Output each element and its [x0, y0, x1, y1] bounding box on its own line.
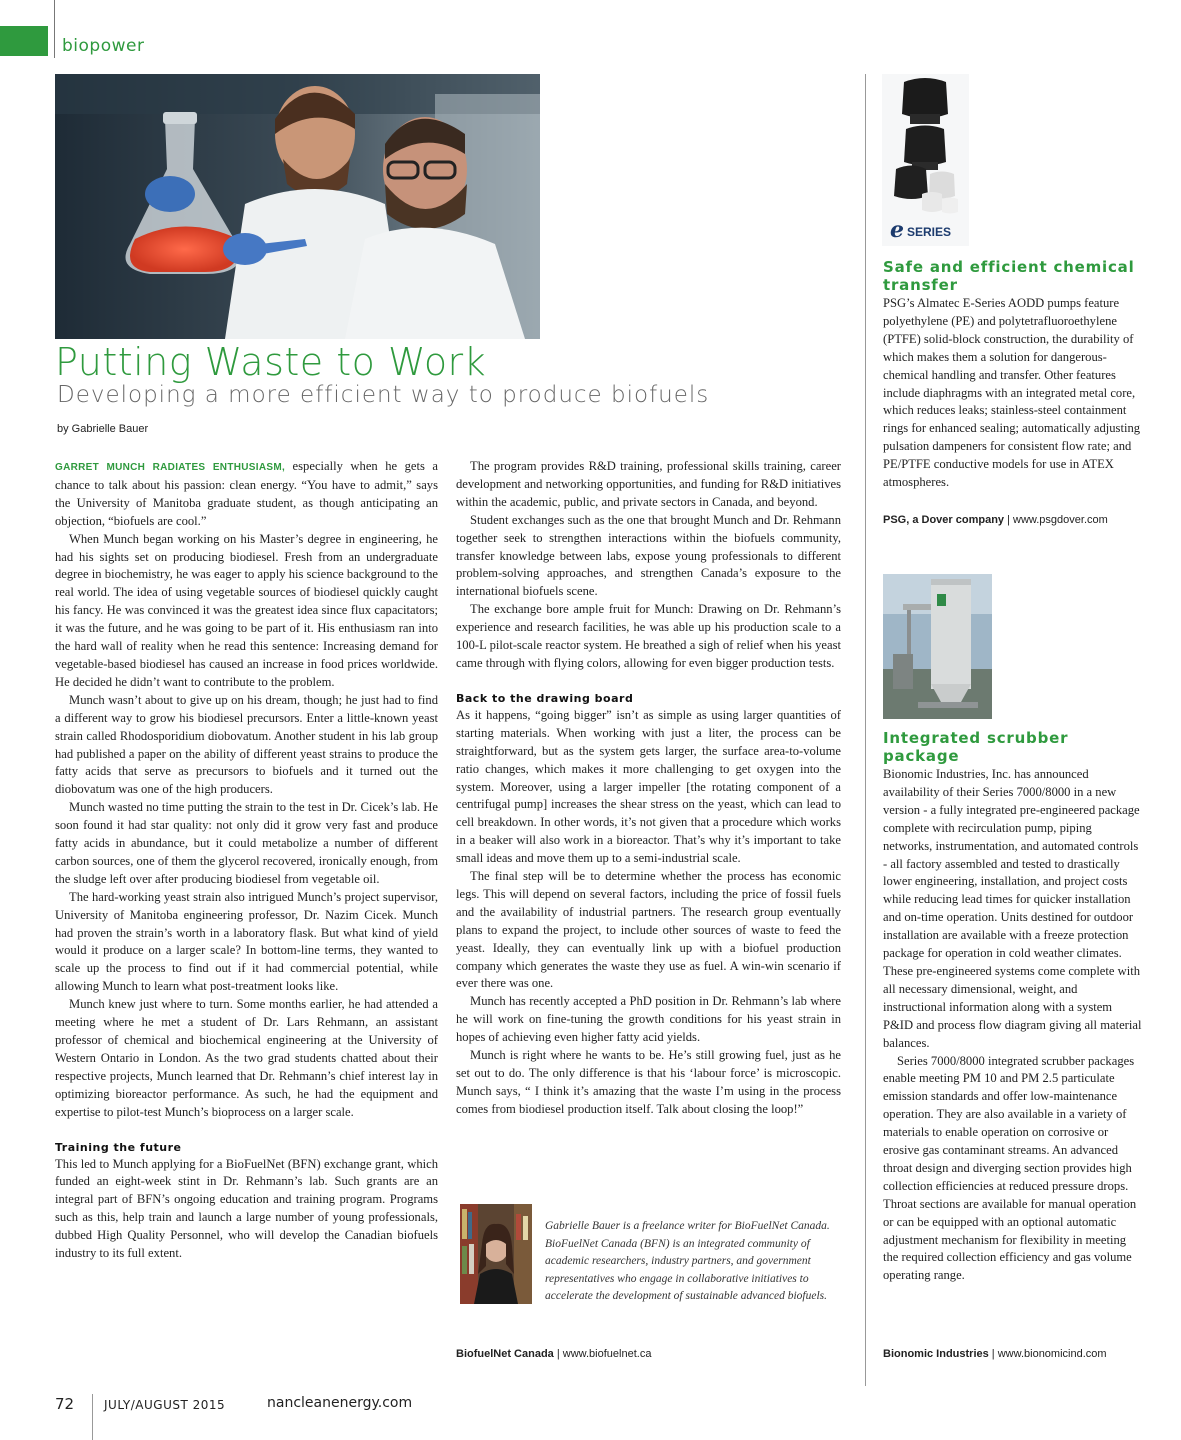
product1-body: PSG’s Almatec E-Series AODD pumps feature polyethylene (PE) and polytetrafluoroethylene (PTFE) solid-block construction, the durability of which makes them a solution for dangerous-chemical handling and transfer. Other features include diaphragms with an integrated metal core, which reduces leaks; stainless-steel containment rings for enhanced sealing; automatically adjusting pulsation dampeners for consistent flow rate; and PE/PTFE conductive models for use in ATEX atmospheres.: [883, 296, 1141, 490]
paragraph: This led to Munch applying for a BioFuelNet (BFN) exchange grant, which funded an eight-week stint in Dr. Rehmann’s lab. Such grants are an integral part of BFN’s ongoing education and training program. Programs such as this, help train and launch a large number of young professionals, dubbed High Quality Personnel, who will develop the Canadian biofuels industry to its full extent.: [55, 1156, 438, 1261]
product2-body: Bionomic Industries, Inc. has announced availability of their Series 7000/8000 in a new version - a fully integrated pre-engineered package complete with recirculation pump, piping networks, instrumentation, and automated controls - all factory assembled and tested to drastically lower engineering, installation, and project costs while reducing lead times for quicker installation and on-time operation. Units destined for outdoor installation are available with a freeze protection package for operation in cold weather climates. These pre-engineered systems come complete with all necessary dimensional, weight, and instructional information along with a system P&ID and process flow diagram giving all material balances. Series 7000/8000 integrated scrubber packages enable meeting PM 10 and PM 2.5 particulate emission standards and offer low-maintenance operation. They are also available in a variety of materials to enable operation on corrosive or erosive gas contaminant streams. An advanced throat design and diverging section provides high collection efficiencies at reduced pressure drops. Throat sections are available for manual operation or can be equipped with an optional automatic adjustment mechanism for flexibility in meeting the required collection efficiency and gas volume operating range.: [883, 767, 1142, 1283]
credit-org: PSG, a Dover company: [883, 514, 1005, 526]
paragraph: The final step will be to determine whether the process has economic legs. This will depend on several factors, including the price of fossil fuels and the availability of industrial partners. The research group eventually plans to expand the project, to include other sources of waste to feed the yeast. Ideally, they can eventually link up with a biofuel production company which generates the waste they use as fuel. A win-win scenario if ever there was one.: [456, 869, 841, 991]
subhead-drawing-board: Back to the drawing board: [456, 691, 634, 705]
footer-divider: [92, 1394, 93, 1440]
paragraph: GARRET MUNCH RADIATES ENTHUSIASM, especially when he gets a chance to talk about his passion: clean energy. “You have to admit,” says the University of Manitoba graduate student, as though anticipating an objection, “biofuels are cool.”: [55, 459, 439, 528]
hero-photo: [55, 74, 540, 339]
sidebar-divider: [865, 74, 866, 1386]
article-title: Putting Waste to Work: [55, 340, 487, 384]
author-photo: [460, 1204, 532, 1304]
article-subtitle: Developing a more efficient way to produce biofuels: [57, 382, 710, 408]
site-url[interactable]: nancleanenergy.com: [267, 1395, 413, 1411]
article-column-2: [456, 458, 841, 1119]
product-photo-pumps: [882, 74, 969, 246]
product1-credit: PSG, a Dover company | www.psgdover.com: [883, 514, 1108, 526]
article-credit: BiofuelNet Canada | www.biofuelnet.ca: [456, 1348, 652, 1360]
issue-date: JULY/AUGUST 2015: [104, 1398, 226, 1412]
product1-title: Safe and efficient chemical transfer: [883, 258, 1135, 294]
lead-in: GARRET MUNCH RADIATES ENTHUSIASM,: [55, 462, 286, 473]
paragraph: Student exchanges such as the one that brought Munch and Dr. Rehmann together seek to strengthen interactions within the biofuels community, transfer knowledge between labs, expose young professionals to different problem-solving approaches, and strengthen Canada’s exposure to the international biofuels scene.: [456, 512, 841, 599]
product-photo-scrubber: [883, 574, 992, 719]
paragraph: As it happens, “going bigger” isn’t as simple as using larger quantities of starting materials. When working with just a liter, the process can be straightforward, but as the system gets larger, the surface area-to-volume ratio changes, which makes it more challenging to get oxygen into the system. Moreover, using a larger impeller [the rotating component of a centrifugal pump] increases the shear stress on the yeast, which can lead to cell breakdown. In other words, it’s not given that a procedure which works in a beaker will also work in a bioreactor. That’s why it’s important to take small ideas and move them up to a semi-industrial scale.: [456, 707, 841, 866]
paragraph: Munch wasn’t about to give up on his dream, though; he just had to find a different way to grow his biodiesel precursors. Enter a little-known yeast strain called Rhodosporidium diobovatum. Another student in his lab group had published a paper on the ability of different yeast strains to produce the fatty acids that serve as precursors to biofuels and it turned out the diobovatum was one of the high producers.: [55, 692, 438, 797]
product2-credit: Bionomic Industries | www.bionomicind.com: [883, 1348, 1107, 1360]
subhead-training: Training the future: [55, 1140, 182, 1154]
article-column-1: [55, 458, 438, 1263]
credit-org: BiofuelNet Canada: [456, 1348, 554, 1360]
paragraph: Munch is right where he wants to be. He’s still growing fuel, just as he set out to do. The only difference is that his ‘labour force’ is microscopic. Munch says, “ I think it’s amazing that the waste I’m using in the process comes from biodiesel production itself. Talk about closing the loop!”: [456, 1048, 841, 1116]
paragraph: Munch has recently accepted a PhD position in Dr. Rehmann’s lab where he will work on fine-tuning the growth conditions for his yeast strain in hopes of achieving even higher fatty acid yields.: [456, 994, 841, 1045]
byline: by Gabrielle Bauer: [57, 423, 149, 435]
paragraph: Munch wasted no time putting the strain to the test in Dr. Cicek’s lab. He soon found it had star quality: not only did it grow very fast and produce fatty acids in abundance, but it could metabolize a number of different carbon sources, one of them the glycerol recovered, ironically enough, from the sludge left over after producing biodiesel from vegetable oil.: [55, 800, 438, 886]
author-bio: Gabrielle Bauer is a freelance writer for BioFuelNet Canada. BioFuelNet Canada (BFN) is an integrated community of academic researchers, industry partners, and government representatives who engage in collaborative initiatives to accelerate the development of sustainable advanced biofuels.: [545, 1220, 830, 1302]
credit-url[interactable]: www.bionomicind.com: [997, 1348, 1107, 1360]
section-color-tab: [0, 26, 48, 56]
eseries-logo-letter: e: [890, 217, 904, 243]
section-label: biopower: [62, 36, 145, 56]
page-number: 72: [55, 1395, 75, 1413]
paragraph: The program provides R&D training, professional skills training, career development and networking opportunities, and funding for R&D initiatives within the academic, public, and private sectors in Canada, and beyond.: [456, 459, 841, 509]
credit-url[interactable]: www.biofuelnet.ca: [562, 1348, 652, 1360]
product2-title: Integrated scrubber package: [883, 729, 1069, 765]
paragraph: When Munch began working on his Master’s degree in engineering, he had his sights set on producing biodiesel. Fresh from an undergraduate degree in biochemistry, he was eager to apply his science background to the real world. The idea of using vegetable sources of biodiesel quickly caught his fancy. He was convinced it was the greatest idea since flux capacitators; it was the future, and he was going to be part of it. His enthusiasm ran into the hard wall of reality when he read this sentence: Increasing demand for vegetable-based biodiesel has caused an increase in food prices worldwide. He decided he didn’t want to contribute to the problem.: [55, 531, 438, 689]
header-divider: [54, 0, 55, 58]
credit-org: Bionomic Industries: [883, 1348, 989, 1360]
eseries-logo-text: SERIES: [907, 225, 952, 239]
paragraph: The hard-working yeast strain also intrigued Munch’s project supervisor, University of Manitoba engineering professor, Dr. Nazim Cicek. Munch had proven the strain’s worth in a laboratory flask. But what kind of yield would it produce on a larger scale? In bottom-line terms, they wanted to scale up the process to find out if it had commercial potential, while allowing Munch to learn what post-treatment looks like.: [55, 889, 438, 994]
paragraph: The exchange bore ample fruit for Munch: Drawing on Dr. Rehmann’s experience and research facilities, he was able up his production scale to a 100-L pilot-scale reactor system. He breathed a sigh of relief when his yeast came through with flying colors, allowing for even bigger production tests.: [456, 602, 841, 670]
paragraph: Munch knew just where to turn. Some months earlier, he had attended a meeting where he met a student of Dr. Lars Rehmann, an assistant professor of chemical and biochemical engineering at the University of Western Ontario in London. As the two grad students chatted about their respective projects, Munch learned that Dr. Rehmann’s chief interest lay in optimizing bioreactor performance. As such, he had the equipment and expertise to pilot-test Munch’s bioprocess on a larger scale.: [55, 997, 438, 1119]
credit-url[interactable]: www.psgdover.com: [1013, 514, 1108, 526]
